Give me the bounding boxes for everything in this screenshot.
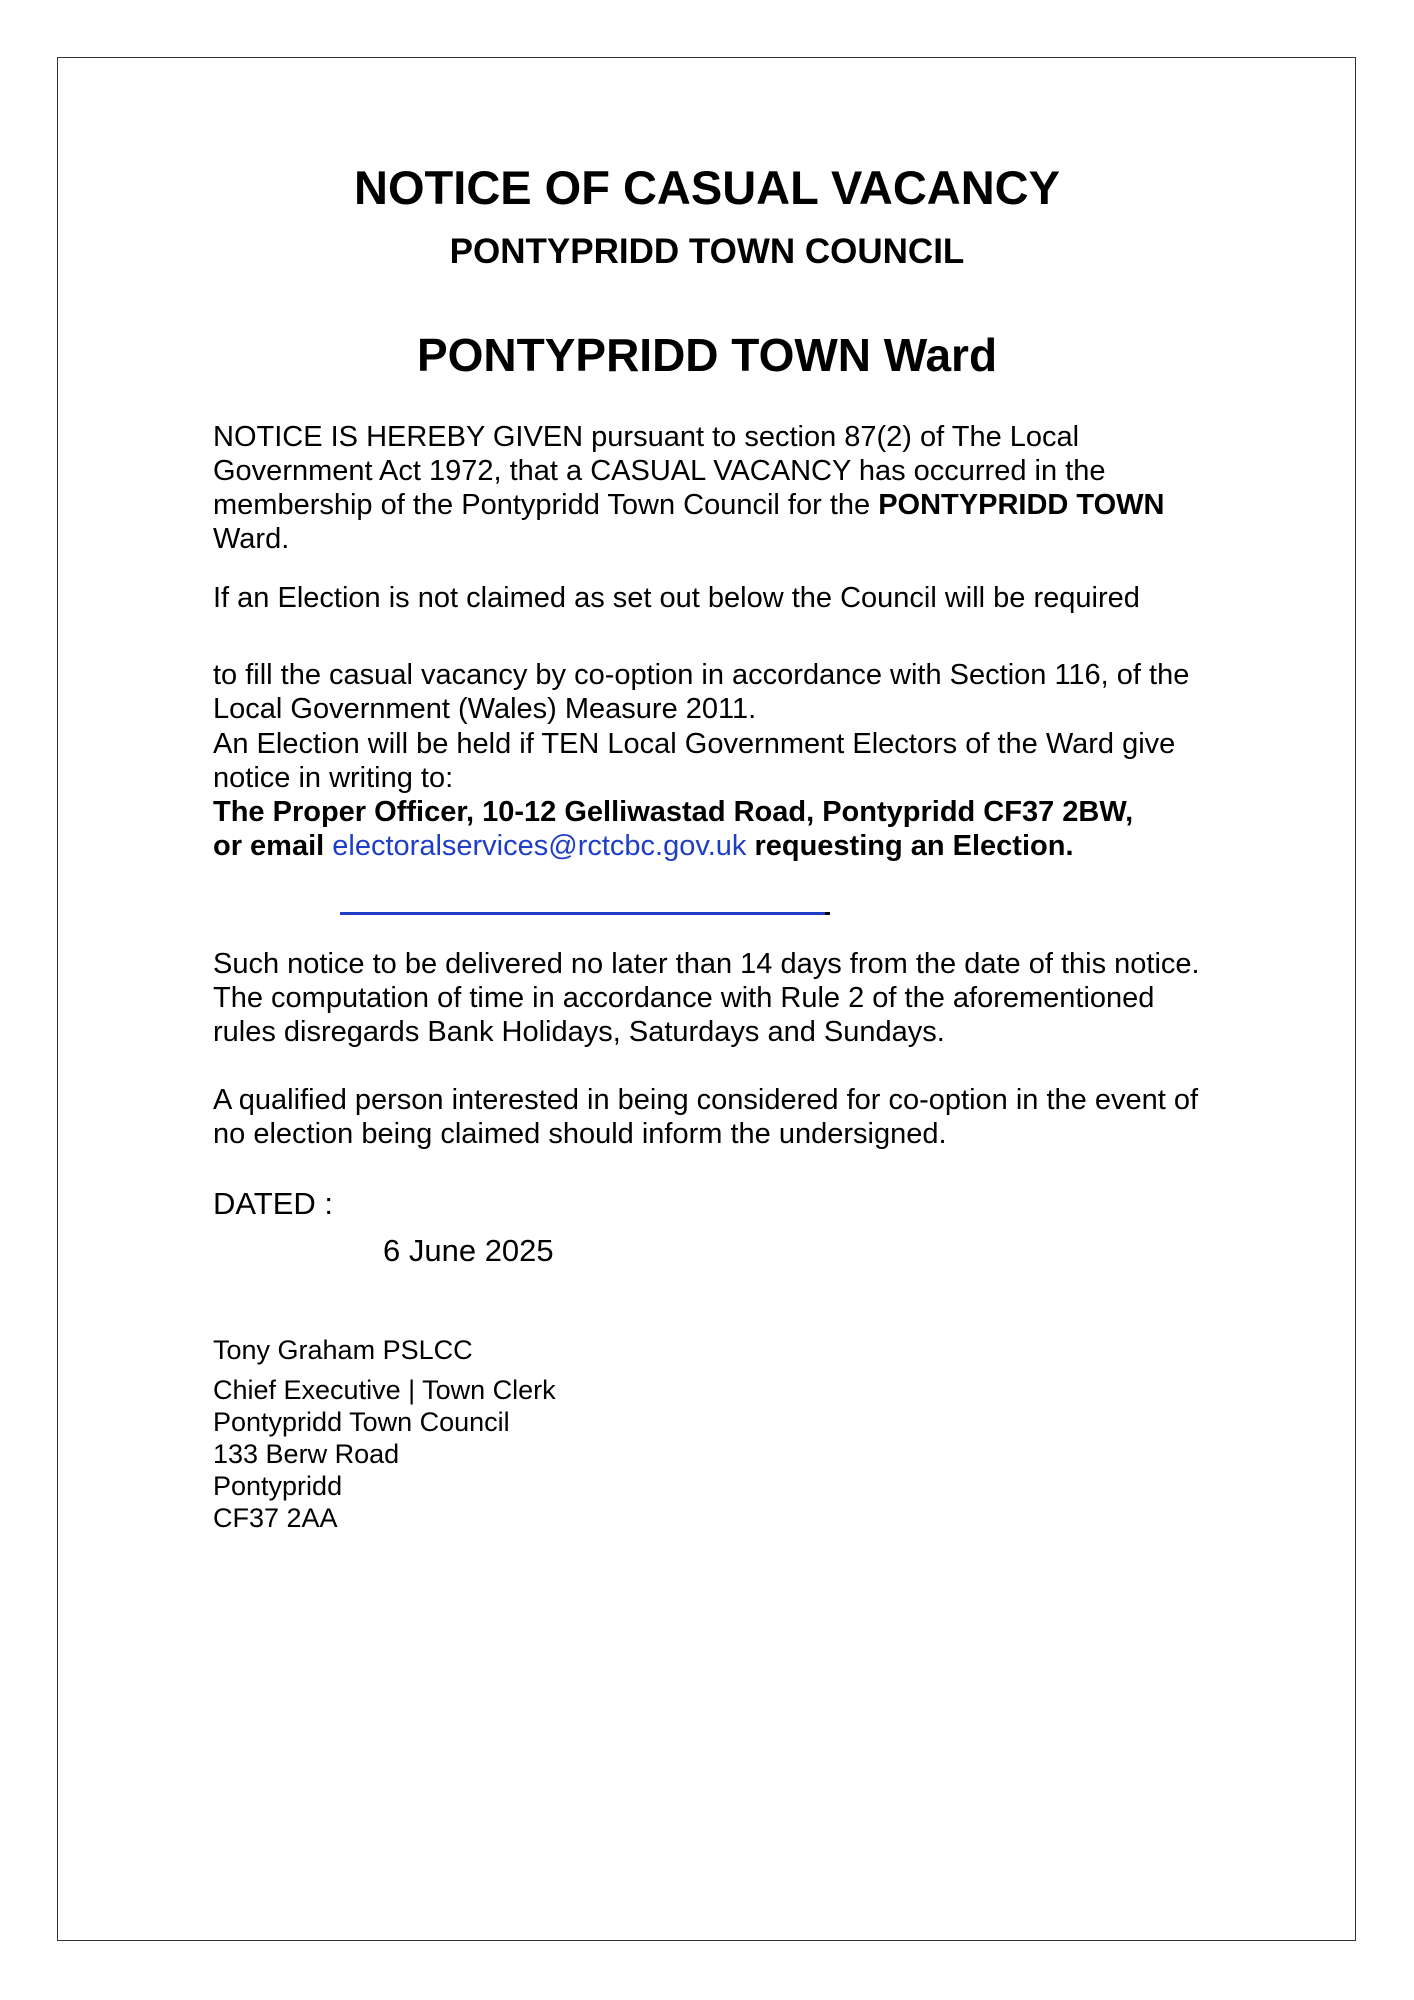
notice-paragraph: [213, 420, 1213, 556]
email-prefix: or email: [213, 830, 333, 862]
email-suffix: requesting an Election.: [746, 830, 1074, 862]
election-paragraph: An Election will be held if TEN Local Government Electors of the Ward give notice in writing to:: [213, 728, 1176, 794]
deadline-paragraph: Such notice to be delivered no later than 14 days from the date of this notice. The computation of time in accordance with Rule 2 of the aforementioned rules disregards Bank Holidays, Saturdays and Sundays.: [213, 948, 1200, 1048]
council-name: PONTYPRIDD TOWN COUNCIL: [449, 232, 965, 271]
signatory-postcode: CF37 2AA: [213, 1503, 338, 1533]
cooption-paragraph-line1: If an Election is not claimed as set out below the Council will be required: [213, 582, 1140, 614]
email-link[interactable]: electoralservices@rctcbc.gov.uk: [332, 830, 747, 862]
notice-paragraph-tail: Ward.: [213, 523, 290, 555]
signatory-street: 133 Berw Road: [213, 1439, 400, 1469]
signatory-organisation: Pontypridd Town Council: [213, 1407, 510, 1437]
notice-title: NOTICE OF CASUAL VACANCY: [354, 161, 1060, 214]
signatory-town: Pontypridd: [213, 1471, 343, 1501]
signatory-role: Chief Executive | Town Clerk: [213, 1375, 556, 1405]
ward-name-bold: PONTYPRIDD TOWN: [878, 489, 1165, 521]
dated-value: 6 June 2025: [383, 1233, 554, 1268]
dated-label: DATED :: [213, 1186, 333, 1221]
notice-paragraph-text: NOTICE IS HEREBY GIVEN pursuant to section 87(2) of The Local Government Act 1972, that a CASUAL VACANCY has occurred in the membership of the Pontypridd Town Council for the: [213, 421, 1106, 521]
cooption-paragraph-rest: to fill the casual vacancy by co-option in accordance with Section 116, of the Local Government (Wales) Measure 2011.: [213, 659, 1190, 725]
divider-line: [340, 912, 825, 915]
cooption-interest-paragraph: A qualified person interested in being considered for co-option in the event of no election being claimed should inform the undersigned.: [213, 1084, 1199, 1150]
proper-officer-address: The Proper Officer, 10-12 Gelliwastad Road, Pontypridd CF37 2BW,: [213, 796, 1134, 828]
signatory-name: Tony Graham PSLCC: [213, 1335, 473, 1365]
contact-block: [213, 795, 1213, 863]
ward-heading: PONTYPRIDD TOWN Ward: [416, 329, 998, 381]
divider-line-end: [825, 912, 830, 915]
